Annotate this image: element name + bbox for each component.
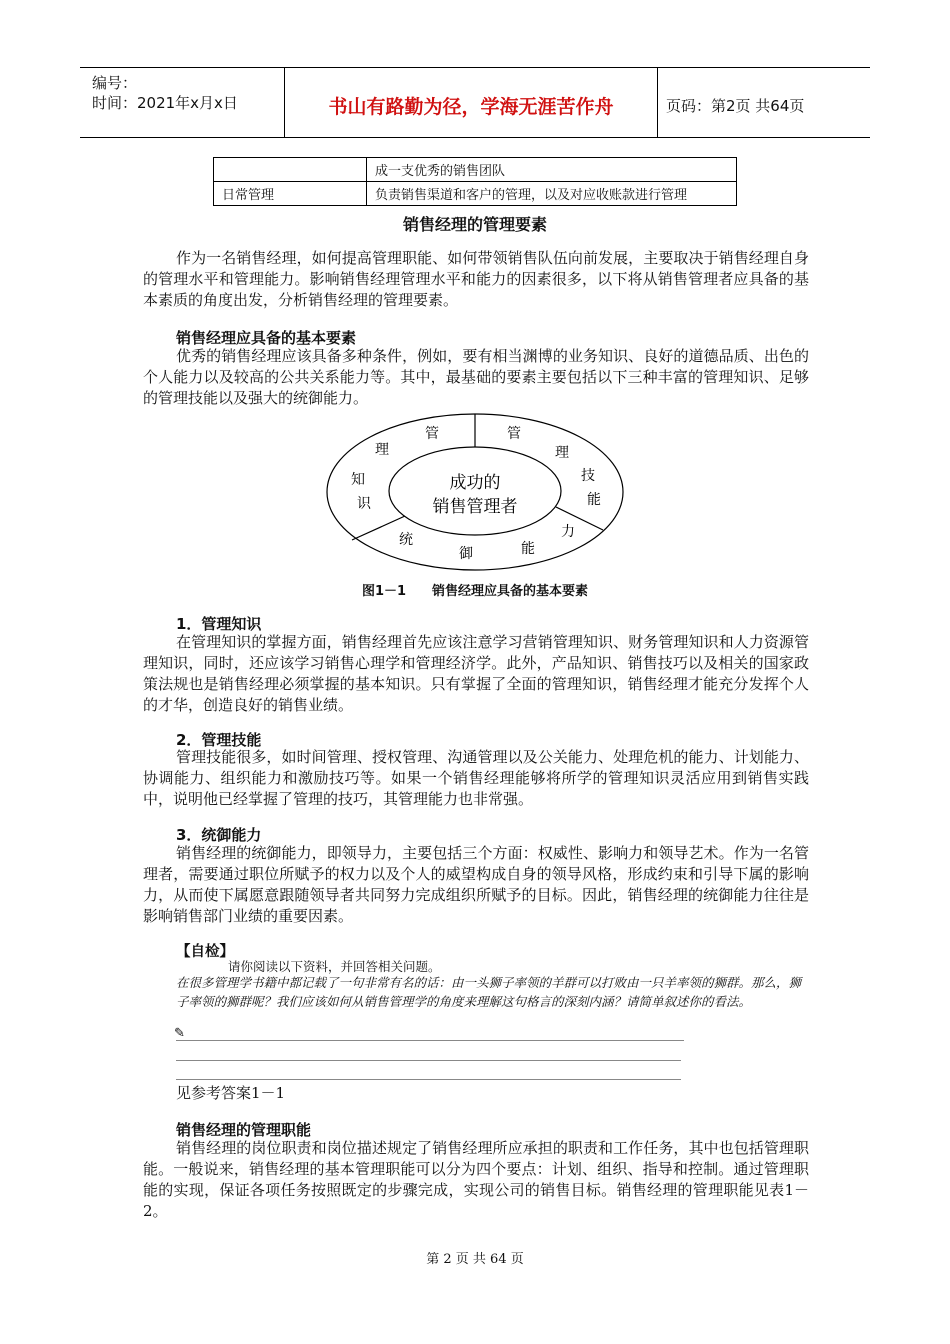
- section2-heading: 销售经理的管理职能: [176, 1121, 312, 1139]
- divider-left: [352, 516, 405, 540]
- ring-char: 技: [581, 468, 595, 484]
- pen-icon: ✎: [174, 1026, 185, 1041]
- answer-reference: 见参考答案1－1: [176, 1084, 286, 1102]
- document-number-label: 编号：: [92, 74, 138, 92]
- center-line-2: 销售管理者: [432, 497, 518, 517]
- table-row: [214, 182, 737, 206]
- item-paragraph: 管理技能很多，如时间管理、授权管理、沟通管理以及公关能力、处理危机的能力、计划能力、协调能力、组织能力和激励技巧等。如果一个销售经理能够将所学的管理知识灵活应用到销售实践中，说明他已经掌握了管理的技巧，其管理能力也非常强。: [143, 748, 809, 808]
- page-footer: 第 2 页 共 64 页: [426, 1252, 524, 1267]
- ring-char: 理: [555, 445, 569, 461]
- section1-paragraph: 优秀的销售经理应该具备多种条件，例如，要有相当渊博的业务知识、良好的道德品质、出色的个人能力以及较高的公共关系能力等。其中，最基础的要素主要包括以下三种丰富的管理知识、足够的管理技能以及强大的统御能力。: [143, 347, 809, 407]
- document-time-label: 时间：2021年x月x日: [92, 94, 238, 112]
- table-row: [214, 158, 737, 182]
- item-paragraph: 销售经理的统御能力，即领导力，主要包括三个方面：权威性、影响力和领导艺术。作为一名管理者，需要通过职位所赋予的权力以及个人的威望构成自身的领导风格，形成约束和引导下属的影响力，从而使下属愿意跟随领导者共同努力完成组织所赋予的目标。因此，销售经理的统御能力往往是影响销售部门业绩的重要因素。: [143, 844, 809, 925]
- ring-char: 统: [399, 532, 413, 548]
- ring-char: 能: [521, 541, 535, 557]
- header-motto-cell: [285, 68, 658, 137]
- selfcheck-text: 在很多管理学书籍中都记载了一句非常有名的话：由一头狮子率领的羊群可以打败由一只羊率领的狮群。那么，狮子率领的狮群呢？我们应该如何从销售管理学的角度来理解这句格言的深刻内涵？请简单叙述你的看法。: [176, 975, 802, 1009]
- ring-char: 管: [507, 426, 521, 442]
- selfcheck-instruction: 请你阅读以下资料，并回答相关问题。: [228, 959, 441, 974]
- ring-char: 知: [351, 472, 365, 488]
- section1-heading: 销售经理应具备的基本要素: [176, 329, 357, 347]
- answer-line: [176, 1079, 681, 1080]
- item-heading: 3．统御能力: [176, 826, 262, 844]
- ring-char: 力: [561, 524, 575, 540]
- answer-line: [176, 1040, 684, 1041]
- table-cell-key: 日常管理: [214, 182, 367, 206]
- ring-char: 管: [425, 426, 439, 442]
- ring-char: 识: [357, 496, 371, 512]
- table-cell-value: 成一支优秀的销售团队: [367, 158, 737, 182]
- figure-caption: 图1－1 销售经理应具备的基本要素: [361, 584, 589, 599]
- header-page-cell: [658, 68, 870, 137]
- ring-char: 御: [459, 546, 473, 562]
- section-title: 销售经理的管理要素: [402, 215, 547, 234]
- intro-paragraph: 作为一名销售经理，如何提高管理职能、如何带领销售队伍向前发展，主要取决于销售经理自身的管理水平和管理能力。影响销售经理管理水平和能力的因素很多，以下将从销售管理者应具备的基本素质的角度出发，分析销售经理的管理要素。: [143, 249, 809, 309]
- answer-line: [176, 1060, 681, 1061]
- ring-char: 能: [587, 492, 601, 508]
- section2-paragraph: 销售经理的岗位职责和岗位描述规定了销售经理所应承担的职责和工作任务，其中也包括管理职能。一般说来，销售经理的基本管理职能可以分为四个要点：计划、组织、指导和控制。通过管理职能的实现，保证各项任务按照既定的步骤完成，实现公司的销售目标。销售经理的管理职能见表1－2。: [143, 1139, 809, 1220]
- success-manager-diagram: [325, 412, 625, 572]
- header-left-cell: [80, 68, 285, 137]
- header-motto: 书山有路勤为径，学海无涯苦作舟: [328, 96, 614, 118]
- header-page-label: 页码：第2页 共64页: [666, 97, 805, 115]
- item-heading: 2．管理技能: [176, 731, 262, 749]
- table-cell-value: 负责销售渠道和客户的管理，以及对应收账款进行管理: [367, 182, 737, 206]
- center-line-1: 成功的: [449, 473, 501, 493]
- ring-char: 理: [375, 442, 389, 458]
- duty-table: [213, 157, 737, 206]
- item-paragraph: 在管理知识的掌握方面，销售经理首先应该注意学习营销管理知识、财务管理知识和人力资源管理知识，同时，还应该学习销售心理学和管理经济学。此外，产品知识、销售技巧以及相关的国家政策法规也是销售经理必须掌握的基本知识。只有掌握了全面的管理知识，销售经理才能充分发挥个人的才华，创造良好的销售业绩。: [143, 633, 809, 714]
- page-header: [80, 67, 870, 138]
- item-heading: 1．管理知识: [176, 615, 262, 633]
- table-cell-key: [214, 158, 367, 182]
- selfcheck-heading: 【自检】: [176, 944, 234, 960]
